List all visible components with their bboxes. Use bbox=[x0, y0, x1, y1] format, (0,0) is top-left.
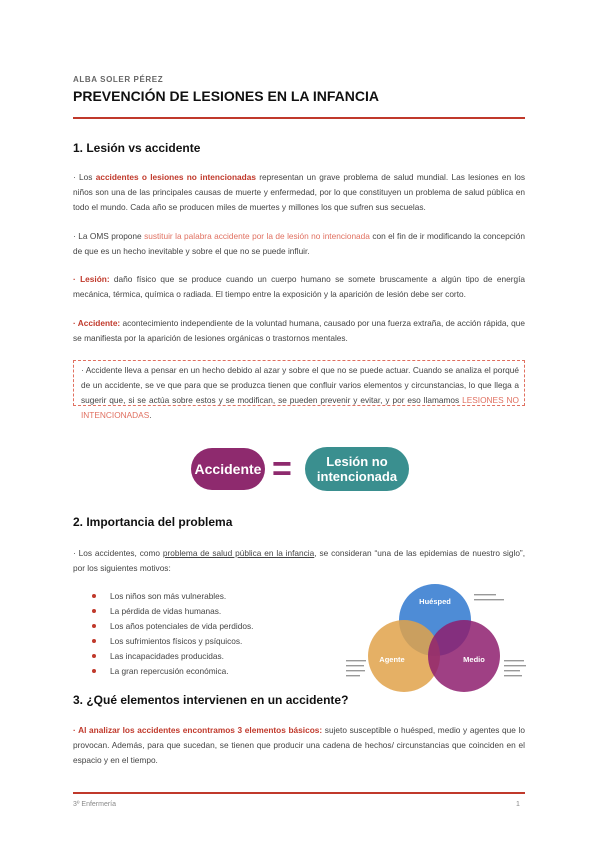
venn-diagram bbox=[340, 580, 530, 692]
annotation-line bbox=[346, 665, 364, 666]
annotation-line bbox=[346, 670, 365, 671]
underlined-phrase: problema de salud pública en la infancia bbox=[162, 548, 315, 558]
venn-label-huesped: Huésped bbox=[419, 597, 451, 606]
list-item: Los años potenciales de vida perdidos. bbox=[92, 619, 253, 634]
text: , se consideran “una de las epidemias de nuestro siglo”, por los siguientes motivos: bbox=[73, 548, 526, 573]
highlight-accidentes: accidentes o lesiones no intencionadas bbox=[95, 172, 256, 182]
paragraph-lesion bbox=[73, 272, 525, 302]
annotation-line bbox=[346, 660, 366, 661]
text: acontecimiento independiente de la voluntad humana, causado por una fuerza extraña, de acción rápida, que se manifiesta por la aparición de lesiones orgánicas o trastornos mentales. bbox=[73, 318, 525, 343]
annotation-line bbox=[504, 675, 522, 676]
list-item: Los niños son más vulnerables. bbox=[92, 589, 253, 604]
list-item: Las incapacidades producidas. bbox=[92, 649, 253, 664]
text: representan un grave problema de salud mundial. Las lesiones en los niños son una de las principales causas de muerte y enfermedad, por lo que constituyen un problema de salud pública en todo el mundo. Cada año se producen miles de muertes y millones los que sufren sus secuelas. bbox=[73, 172, 525, 212]
motives-list bbox=[92, 589, 253, 679]
footer-divider bbox=[73, 792, 525, 794]
text: · Los accidentes, como bbox=[73, 548, 163, 558]
paragraph-oms bbox=[73, 229, 525, 259]
list-item: Los sufrimientos físicos y psíquicos. bbox=[92, 634, 253, 649]
header-divider bbox=[73, 117, 525, 119]
note-highlight: LESIONES NO INTENCIONADAS bbox=[81, 395, 519, 420]
text: · La OMS propone bbox=[73, 231, 145, 241]
text: daño físico que se produce cuando un cuerpo humano se somete bruscamente a algún tipo de energía mecánica, térmica, química o radiada. El tiempo entre la exposición y la aparición de lesión debe ser corto. bbox=[73, 274, 525, 299]
annotation-line bbox=[504, 670, 520, 671]
text: · Los bbox=[73, 172, 96, 182]
note-box bbox=[73, 360, 525, 420]
venn-label-agente: Agente bbox=[379, 655, 405, 664]
text: . bbox=[149, 410, 152, 420]
label-accidente: · Accidente: bbox=[73, 318, 121, 328]
section-1-heading: 1. Lesión vs accidente bbox=[73, 141, 201, 155]
annotation-line bbox=[474, 594, 496, 595]
venn-label-medio: Medio bbox=[463, 655, 485, 664]
highlight-oms: sustituir la palabra accidente por la de lesión no intencionada bbox=[144, 231, 370, 241]
label-lesion: · Lesión: bbox=[73, 274, 110, 284]
text: con el fin de ir modificando la concepción de que es un hecho inevitable y sobre el que no se puede influir. bbox=[73, 231, 526, 256]
annotation-line bbox=[504, 665, 526, 666]
lesion-line-2: intencionada bbox=[316, 469, 398, 484]
paragraph-importancia bbox=[73, 546, 525, 576]
note-text bbox=[81, 363, 519, 423]
author-name: ALBA SOLER PÉREZ bbox=[73, 75, 164, 84]
equals-sign: = bbox=[272, 450, 292, 488]
text: sujeto susceptible o huésped, medio y agentes que lo provocan. Además, para que sucedan, se tienen que producir una cadena de hechos/ circunstancias que coinciden en el espacio y en el tiempo. bbox=[73, 725, 525, 765]
section-3-heading: 3. ¿Qué elementos intervienen en un accidente? bbox=[73, 693, 349, 707]
lesion-line-1: Lesión no bbox=[326, 454, 388, 469]
annotation-line bbox=[474, 599, 504, 600]
lesion-bubble bbox=[305, 447, 409, 491]
list-item: La pérdida de vidas humanas. bbox=[92, 604, 253, 619]
document-title: PREVENCIÓN DE LESIONES EN LA INFANCIA bbox=[73, 88, 379, 104]
page-number: 1 bbox=[516, 801, 520, 808]
footer-course: 3º Enfermería bbox=[73, 801, 117, 808]
paragraph-accidentes bbox=[73, 170, 525, 215]
annotation-line bbox=[504, 660, 524, 661]
paragraph-elementos bbox=[73, 723, 525, 768]
label-elementos: · Al analizar los accidentes encontramos 3 elementos básicos: bbox=[73, 725, 323, 735]
annotation-line bbox=[346, 675, 360, 676]
section-2-heading: 2. Importancia del problema bbox=[73, 515, 233, 529]
text: · Accidente lleva a pensar en un hecho debido al azar y sobre el que no se puede actuar. Cuando se analiza el porqué de un accidente, se ve que para que se produzca tienen que confluir varios elementos y circunstancias, lo que llega a sugerir que, si se actúa sobre estos y se modifican, se pueden prevenir y evitar, y por eso llamamos bbox=[81, 365, 519, 405]
paragraph-accidente bbox=[73, 316, 525, 346]
accidente-bubble: Accidente bbox=[191, 448, 265, 490]
list-item: La gran repercusión económica. bbox=[92, 664, 253, 679]
